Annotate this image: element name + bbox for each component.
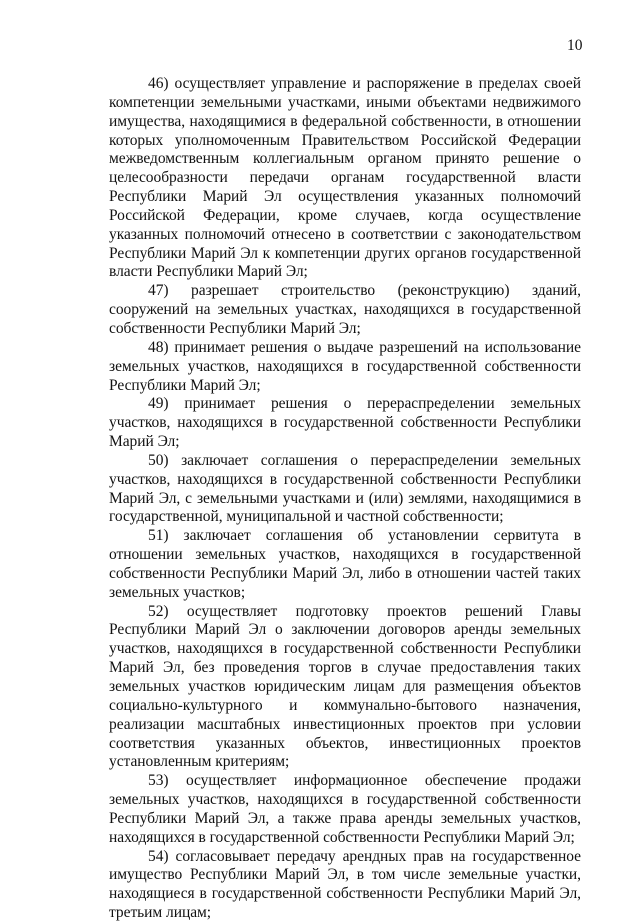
document-body: [109, 75, 581, 923]
paragraph-49: 49) принимает решения о перераспределении земельных участков, находящихся в государственной собственности Республики Марий Эл;: [109, 395, 581, 451]
page-number: 10: [567, 37, 583, 54]
paragraph-46: 46) осуществляет управление и распоряжение в пределах своей компетенции земельными участками, иными объектами недвижимого имущества, находящимися в федеральной собственности, в отношении которых уполномоченным Правительством Российской Федерации межведомственным коллегиальным органом принято решение о целесообразности передачи органам государственной власти Республики Марий Эл осуществления указанных полномочий Российской Федерации, кроме случаев, когда осуществление указанных полномочий отнесено в соответствии с законодательством Республики Марий Эл к компетенции других органов государственной власти Республики Марий Эл;: [109, 75, 581, 281]
paragraph-54: 54) согласовывает передачу арендных прав на государственное имущество Республики Марий Эл, в том числе земельные участки, находящиеся в государственной собственности Республики Марий Эл, третьим лицам;: [109, 847, 581, 922]
paragraph-47: 47) разрешает строительство (реконструкцию) зданий, сооружений на земельных участках, находящихся в государственной собственности Республики Марий Эл;: [109, 282, 581, 337]
paragraph-52: 52) осуществляет подготовку проектов решений Главы Республики Марий Эл о заключении договоров аренды земельных участков, находящихся в государственной собственности Республики Марий Эл, без проведения торгов в случае предоставления таких земельных участков юридическим лицам для размещения объектов социально-культурного и коммунально-бытового назначения, реализации масштабных инвестиционных проектов при условии соответствия указанных объектов, инвестиционных проектов установленным критериям;: [109, 602, 581, 771]
paragraph-48: 48) принимает решения о выдаче разрешений на использование земельных участков, находящихся в государственной собственности Республики Марий Эл;: [109, 338, 581, 394]
paragraph-50: 50) заключает соглашения о перераспределении земельных участков, находящихся в государственной собственности Республики Марий Эл, с земельными участками и (или) землями, находящимися в государственной, муниципальной и частной собственности;: [109, 451, 581, 526]
paragraph-53: 53) осуществляет информационное обеспечение продажи земельных участков, находящихся в государственной собственности Республики Марий Эл, а также права аренды земельных участков, находящихся в государственной собственности Республики Марий Эл;: [109, 772, 581, 846]
paragraph-51: 51) заключает соглашения об установлении сервитута в отношении земельных участков, находящихся в государственной собственности Республики Марий Эл, либо в отношении частей таких земельных участков;: [109, 527, 581, 601]
